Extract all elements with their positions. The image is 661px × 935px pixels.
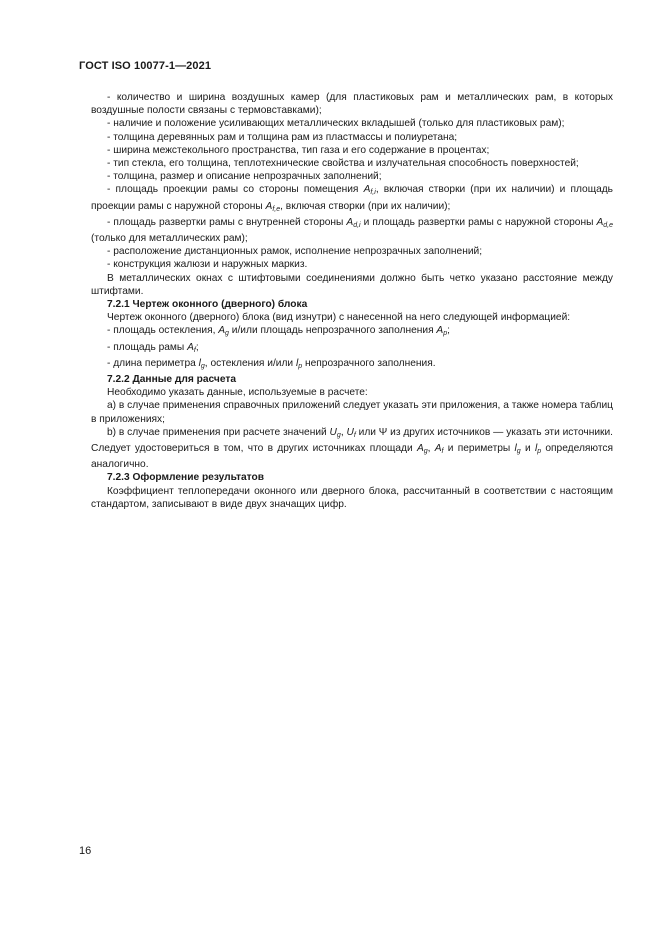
page-number: 16 — [79, 845, 92, 857]
paragraph-frame-area — [91, 341, 613, 357]
text-segment: определяются аналогично. — [91, 443, 613, 471]
text-segment: и периметры — [443, 443, 515, 455]
paragraph-glass-type: - тип стекла, его толщина, теплотехнические свойства и излучательная способность поверхностей; — [107, 158, 579, 170]
symbol-var: A — [265, 200, 273, 212]
paragraph-other-sources — [91, 426, 613, 472]
symbol-var: l — [514, 443, 517, 455]
paragraph-pin-distance: В металлических окнах с штифтовыми соединениями должно быть четко указано расстояние между штифтами. — [91, 272, 613, 297]
paragraph-frame-projection-area — [91, 183, 613, 215]
symbol-var: A — [434, 443, 442, 455]
symbol-subscript: g — [200, 362, 205, 370]
symbol-var: A — [436, 325, 444, 337]
paragraph-air-chambers: - количество и ширина воздушных камер (для пластиковых рам и металлических рам, в которых воздушные полости связаны с термовставками); — [91, 92, 613, 117]
symbol-subscript: f — [441, 448, 444, 456]
symbol-var: A — [187, 341, 194, 353]
text-segment: ; — [195, 341, 199, 353]
text-segment: b) в случае применения при расчете значений — [107, 426, 330, 438]
symbol-var: A — [218, 325, 226, 337]
text-segment: - площадь рамы — [107, 341, 188, 353]
symbol-subscript: f,i — [370, 189, 376, 197]
symbol-subscript: p — [537, 448, 542, 456]
symbol-var: A — [596, 216, 604, 228]
text-segment: , включая створки (при их наличии); — [280, 200, 451, 212]
symbol-subscript: f — [353, 431, 356, 439]
symbol-var: U — [346, 426, 354, 438]
symbol-var: A — [416, 443, 424, 455]
paragraph-result-format: Коэффициент теплопередачи оконного или дверного блока, рассчитанный в соответствии с настоящим стандартом, записывают в виде двух значащих цифр. — [91, 485, 613, 510]
paragraph-reference-annexes: а) в случае применения справочных приложений следует указать эти приложения, а также номера таблиц в приложениях; — [91, 400, 613, 425]
paragraph-frame-developed-area — [91, 216, 613, 245]
text-segment: - площадь остекления, — [107, 325, 219, 337]
symbol-subscript: g — [336, 431, 341, 439]
text-segment: , — [340, 426, 347, 438]
text-segment: , остекления и/или — [204, 357, 296, 369]
paragraph-required-data: Необходимо указать данные, используемые в расчете: — [107, 387, 368, 399]
symbol-subscript: d,i — [353, 221, 361, 229]
text-segment: ; — [447, 325, 450, 337]
text-segment: и/или площадь непрозрачного заполнения — [228, 325, 437, 337]
text-segment: и площадь развертки рамы с наружной стороны — [360, 216, 597, 228]
paragraph-perimeter-length — [91, 357, 613, 373]
paragraph-drawing-info: Чертеж оконного (дверного) блока (вид изнутри) с нанесенной на него следующей информацией: — [107, 312, 571, 324]
text-segment: (только для металлических рам); — [91, 233, 248, 245]
section-heading-7-2-3: 7.2.3 Оформление результатов — [107, 472, 265, 484]
paragraph-blinds: - конструкция жалюзи и наружных маркиз. — [107, 259, 308, 271]
paragraph-glazing-area — [91, 324, 613, 340]
paragraph-gap-width: - ширина межстекольного пространства, тип газа и его содержание в процентах; — [107, 144, 490, 156]
paragraph-reinforcement: - наличие и положение усиливающих металлических вкладышей (только для пластиковых рам); — [107, 118, 565, 130]
symbol-subscript: f,e — [272, 205, 281, 213]
document-body — [91, 91, 613, 511]
text-segment: - длина периметра — [107, 357, 199, 369]
symbol-var: A — [363, 184, 371, 196]
symbol-subscript: d,e — [603, 221, 613, 229]
symbol-var: l — [198, 357, 201, 369]
symbol-subscript: p — [298, 362, 303, 370]
symbol-subscript: p — [443, 330, 448, 338]
section-heading-7-2-2: 7.2.2 Данные для расчета — [107, 374, 237, 386]
symbol-subscript: g — [225, 330, 229, 338]
text-segment: или Ψ из других источников — указать эти источники. Следует удостовериться в том, что в других источниках площади — [91, 426, 613, 455]
document-code-header: ГОСТ ISO 10077-1—2021 — [79, 60, 212, 72]
paragraph-frame-thickness: - толщина деревянных рам и толщина рам из пластмассы и полиуретана; — [107, 131, 458, 143]
symbol-var: l — [295, 357, 299, 369]
text-segment: и — [520, 443, 535, 455]
symbol-subscript: g — [423, 448, 428, 456]
text-segment: - площадь проекции рамы со стороны помещения — [107, 184, 364, 196]
text-segment: непрозрачного заполнения. — [302, 357, 436, 369]
symbol-var: U — [329, 426, 337, 438]
text-segment: , включая створки (при их наличии) и площадь проекции рамы с наружной стороны — [91, 184, 613, 212]
paragraph-opaque-panels: - толщина, размер и описание непрозрачных заполнений; — [107, 171, 382, 183]
section-heading-7-2-1: 7.2.1 Чертеж оконного (дверного) блока — [107, 299, 308, 311]
symbol-subscript: f — [193, 346, 196, 354]
paragraph-spacers: - расположение дистанционных рамок, исполнение непрозрачных заполнений; — [107, 246, 483, 258]
symbol-subscript: g — [516, 448, 521, 456]
symbol-var: A — [346, 216, 354, 228]
symbol-var: l — [534, 443, 538, 455]
text-segment: - площадь развертки рамы с внутренней стороны — [107, 216, 347, 228]
text-segment: , — [427, 443, 435, 455]
